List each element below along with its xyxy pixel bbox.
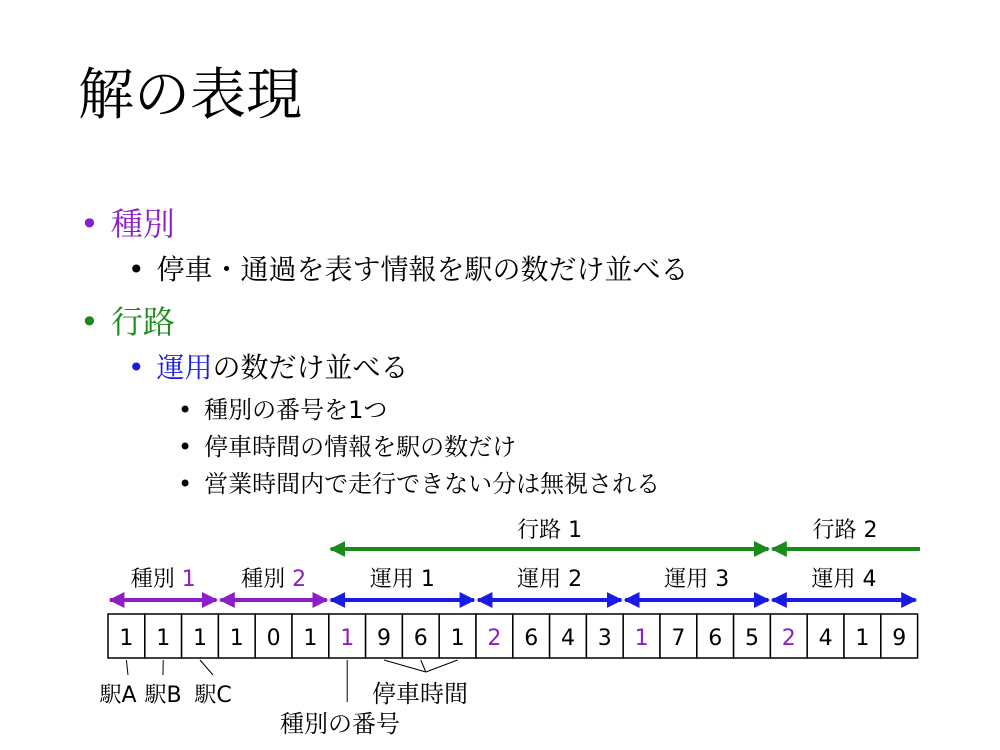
unyo-span-label: 運用 2	[517, 567, 583, 592]
slide-title: 解の表現	[78, 63, 302, 128]
gene-cell-value: 2	[487, 626, 502, 651]
gene-cell-value: 4	[818, 626, 833, 651]
bullet-text: 停車・通過を表す情報を駅の数だけ並べる	[156, 253, 689, 286]
stop-time-pointer-line	[421, 660, 426, 672]
stop-time-pointer-line	[384, 660, 426, 672]
bullet-dot: •	[178, 433, 193, 461]
station-label: 駅C	[194, 683, 232, 708]
shubetsu-span-label	[131, 567, 196, 592]
station-pointer-line	[200, 660, 213, 675]
station-pointer-line	[126, 660, 128, 675]
bullet-dot: •	[128, 351, 145, 384]
bullet-text: 種別の番号を1つ	[204, 396, 388, 424]
bullet-text: 停車時間の情報を駅の数だけ	[204, 433, 517, 461]
gene-cell-value: 3	[597, 626, 612, 651]
gene-cell-value: 9	[377, 626, 391, 651]
bullet-dot: •	[80, 303, 99, 341]
gene-cell-value: 6	[413, 626, 428, 651]
unyo-span-label: 運用 1	[369, 567, 435, 592]
gene-cell-value: 4	[561, 626, 575, 651]
gene-cell-value: 1	[340, 626, 355, 651]
span-label-text: 種別	[130, 567, 182, 592]
gene-cell-value: 1	[855, 626, 870, 651]
bullet-dot: •	[178, 396, 193, 424]
station-label: 駅A	[99, 683, 137, 708]
unyo-span-label: 運用 3	[664, 567, 730, 592]
bullet-dot: •	[128, 253, 145, 286]
gene-cell-value: 1	[156, 626, 171, 651]
gene-cell-value: 6	[708, 626, 723, 651]
gene-cell-value: 6	[524, 626, 539, 651]
gene-cell-value: 1	[119, 626, 134, 651]
bullet-text: の数だけ並べる	[212, 351, 409, 384]
koro-span-label: 行路 2	[812, 518, 878, 543]
span-label-number: 1	[181, 567, 196, 592]
bullet-text: 営業時間内で走行できない分は無視される	[204, 470, 661, 498]
gene-cell-value: 1	[634, 626, 649, 651]
gene-cell-value: 1	[193, 626, 207, 651]
gene-cell-value: 1	[303, 626, 318, 651]
stop-time-label: 停車時間	[372, 680, 468, 708]
gene-cell-value: 1	[229, 626, 244, 651]
gene-cell-value: 5	[745, 626, 759, 651]
gene-cell-value: 2	[781, 626, 796, 651]
unyo-span-label: 運用 4	[811, 567, 877, 592]
stop-time-pointer-line	[426, 660, 458, 672]
bullet-label: 行路	[110, 303, 175, 341]
gene-cell-value: 1	[450, 626, 465, 651]
bullet-highlight: 運用	[156, 351, 213, 384]
type-number-label: 種別の番号	[280, 710, 400, 738]
span-label-text: 種別	[241, 567, 293, 592]
gene-cell-value: 0	[266, 626, 281, 651]
bullet-label: 種別	[110, 205, 175, 243]
bullet-dot: •	[178, 470, 193, 498]
gene-cell-value: 9	[892, 626, 907, 651]
gene-cell-value: 7	[671, 626, 686, 651]
span-label-number: 2	[292, 567, 307, 592]
station-label: 駅B	[144, 683, 182, 708]
bullet-dot: •	[80, 205, 99, 243]
koro-span-label: 行路 1	[517, 518, 583, 543]
shubetsu-span-label	[241, 567, 306, 592]
